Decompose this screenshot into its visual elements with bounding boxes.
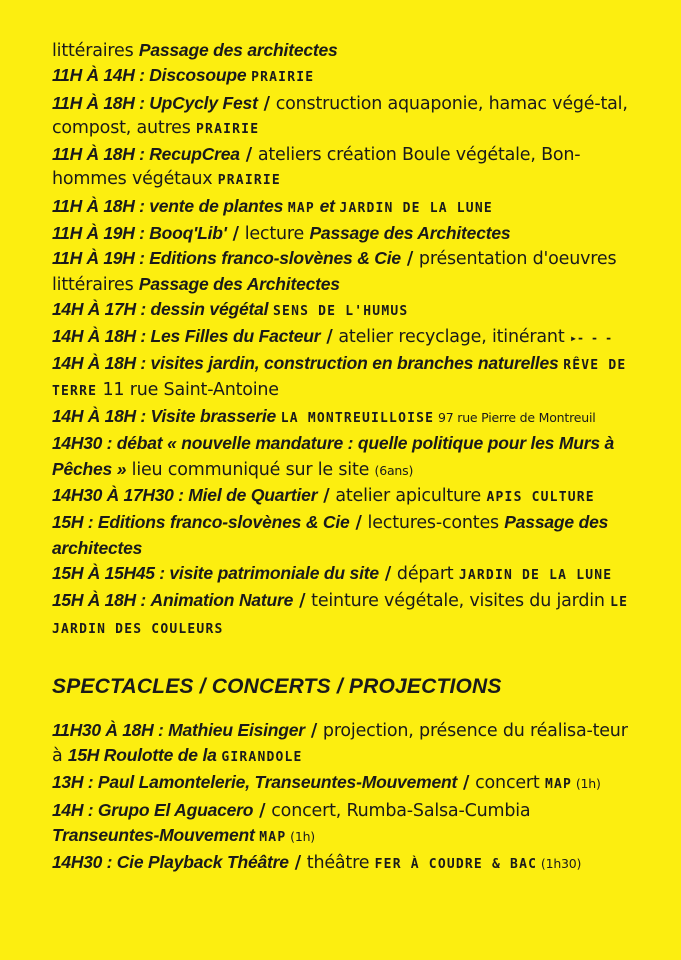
event-title: Grupo El Aguacero [97,799,254,820]
event-title: visite patrimoniale du site [169,562,379,583]
time-range: 15H [67,745,100,766]
program-entry [52,510,641,561]
separator: / [400,249,419,270]
time-range: 11H À 19H : [52,248,150,269]
show-entry [52,798,641,851]
event-description: atelier apiculture [335,486,487,507]
venue-label: PRAIRIE [196,121,260,137]
separator: / [317,486,336,507]
event-description: lectures-contes [367,513,505,534]
time-range: 11H30 À 18H : [52,719,169,740]
event-title: et [314,195,340,216]
event-title: Passage des architectes [138,40,338,60]
separator: / [378,563,397,584]
event-description: théâtre [306,853,375,874]
small-note: 97 rue Pierre de Montreuil [434,410,596,426]
event-title: visites jardin, construction en branches naturelles [150,352,564,373]
time-range: 11H À 18H : [52,195,150,216]
event-description: départ [396,563,459,584]
program-entry [52,142,641,194]
event-title: Cie Playback Théâtre [116,852,289,873]
show-entry [52,770,641,797]
venue-label: MAP [544,777,573,793]
event-title: dessin végétal [150,298,274,319]
event-title: Mathieu Eisinger [168,719,305,740]
separator: / [293,591,312,612]
time-range: 14H À 18H : [52,352,151,373]
event-description: littéraires [52,41,139,61]
venue-label: SENS DE L'HUMUS [273,303,409,319]
program-entry [52,404,641,431]
separator: / [349,513,368,534]
time-range: 14H30 : [52,433,117,454]
time-range: 15H : [52,512,98,533]
program-entry [52,194,641,221]
separator: / [320,327,339,348]
event-description: présentation d'oeuvres littéraires [52,249,617,295]
event-description: construction aquaponie, hamac végé-tal, compost, autres [52,93,628,138]
separator: / [288,853,307,874]
event-title: Discosoupe [149,65,252,86]
time-range: 11H À 18H : [52,92,150,113]
event-description: atelier recyclage, itinérant [338,327,570,348]
program-entry [52,483,641,510]
program-entry [52,324,641,350]
time-range: 11H À 19H : [52,223,150,244]
event-description: projection, présence du réalisa-teur à [52,720,628,767]
event-title: Les Filles du Facteur [150,326,321,347]
event-description: concert, Rumba-Salsa-Cumbia [271,800,531,821]
time-range: 14H À 17H : [52,298,151,319]
time-range: 13H : [52,772,98,793]
event-description: 11 rue Saint-Antoine [97,379,279,400]
event-title: Roulotte de la [99,745,222,766]
event-title: Editions franco-slovènes & Cie [149,248,401,269]
venue-label: MAP [287,200,315,216]
venue-label: APIS CULTURE [486,490,595,506]
time-range: 14H À 18H : [52,406,151,427]
event-title: RecupCrea [149,144,240,165]
event-description: teinture végétale, visites du jardin [311,591,611,612]
venue-label: PRAIRIE [251,70,315,86]
separator: / [253,800,272,821]
venue-label: JARDIN DE LA LUNE [339,200,493,216]
event-title: vente de plantes [149,195,288,216]
event-title: Editions franco-slovènes & Cie [97,512,350,533]
event-title: Passage des Architectes [309,223,511,244]
venue-label: FER À COUDRE & BAC [374,857,538,873]
time-range: 15H À 18H : [52,590,151,611]
event-description: concert [475,773,545,794]
program-entry [52,561,641,588]
itinerant-arrow: ▸- - - [569,331,613,346]
shows-list [52,718,641,878]
event-title: Animation Nature [150,590,294,611]
venue-label: GIRANDOLE [221,750,303,766]
event-title: Passage des Architectes [138,273,340,294]
event-title: Booq'Lib' [149,223,227,244]
venue-label: MAP [259,830,287,846]
event-title: Paul Lamontelerie, Transeuntes-Mouvement [97,772,458,793]
show-entry [52,850,641,877]
venue-label: LA MONTREUILLOISE [280,411,435,427]
program-entry [52,246,641,297]
program-list [52,38,641,642]
time-range: 14H À 18H : [52,326,151,347]
small-note: (6ans) [374,462,414,478]
event-description: ateliers création Boule végétale, Bon-hommes végétaux [52,145,581,190]
time-range: 14H : [52,799,98,820]
section-heading: SPECTACLES / CONCERTS / PROJECTIONS [52,674,502,698]
event-title: Transeuntes-Mouvement [52,825,260,846]
program-entry [52,91,641,143]
event-title: débat « nouvelle mandature : quelle politique pour les Murs à Pêches » [52,433,615,479]
event-title: UpCycly Fest [149,92,258,113]
time-range: 11H À 18H : [52,144,150,165]
venue-label: LE JARDIN DES COULEURS [52,595,629,637]
event-description: lecture [244,224,310,245]
small-note: (1h30) [537,856,582,872]
program-entry [52,63,641,90]
small-note: (1h) [286,829,315,845]
event-title: Visite brasserie [150,406,281,427]
separator: / [457,773,476,794]
separator: / [304,720,323,741]
event-description: lieu communiqué sur le site [126,459,375,480]
program-entry [52,297,641,324]
time-range: 11H À 14H : [52,65,150,86]
program-entry [52,431,641,483]
venue-label: RÊVE DE TERRE [52,357,627,399]
separator: / [257,93,276,114]
venue-label: JARDIN DE LA LUNE [458,567,613,583]
small-note: (1h) [572,776,601,792]
program-entry [52,351,641,405]
event-title: Miel de Quartier [188,485,318,506]
program-entry [52,588,641,642]
show-entry [52,718,641,771]
program-entry [52,38,641,63]
time-range: 14H30 À 17H30 : [52,485,189,506]
separator: / [239,145,258,166]
time-range: 15H À 15H45 : [52,562,170,583]
program-entry [52,221,641,246]
venue-label: PRAIRIE [217,173,281,189]
separator: / [226,224,245,245]
event-title: Passage des architectes [52,512,609,558]
time-range: 14H30 : [52,852,117,873]
